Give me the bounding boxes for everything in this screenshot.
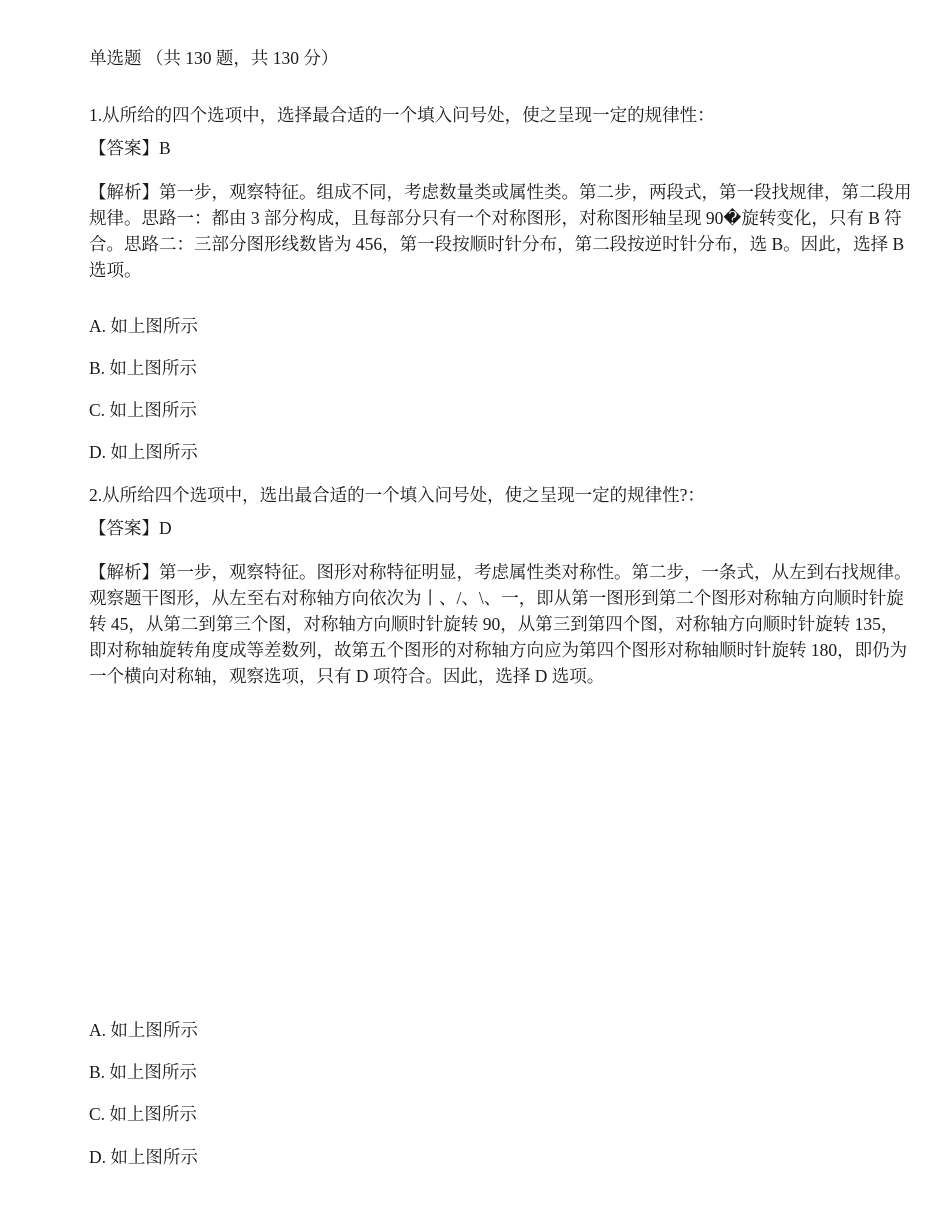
- question-1-answer: 【答案】B: [89, 138, 171, 158]
- question-1-stem: 1.从所给的四个选项中，选择最合适的一个填入问号处，使之呈现一定的规律性：: [89, 105, 715, 125]
- question-2-option-c: C. 如上图所示: [89, 1104, 197, 1124]
- question-1-option-a: A. 如上图所示: [89, 316, 198, 336]
- question-1-analysis: 【解析】第一步，观察特征。组成不同，考虑数量类或属性类。第二步，两段式，第一段找规律，第二段用规律。思路一：都由 3 部分构成，且每部分只有一个对称图形，对称图形轴呈现 90�旋转变化，只有 B 符合。思路二：三部分图形线数皆为 456，第一段按顺时针分布，第二段按逆时针分布，选 B。因此，选择 B 选项。: [89, 182, 912, 280]
- question-1-option-c: C. 如上图所示: [89, 400, 197, 420]
- question-1-option-d: D. 如上图所示: [89, 442, 198, 462]
- section-header: 单选题 （共 130 题，共 130 分）: [89, 48, 339, 68]
- question-1-option-b: B. 如上图所示: [89, 358, 197, 378]
- question-2-stem: 2.从所给四个选项中，选出最合适的一个填入问号处，使之呈现一定的规律性?：: [89, 485, 705, 505]
- question-2-analysis: 【解析】第一步，观察特征。图形对称特征明显，考虑属性类对称性。第二步，一条式，从左到右找规律。观察题干图形，从左至右对称轴方向依次为丨、/、\、一，即从第一图形到第二个图形对称轴方向顺时针旋转 45，从第二到第三个图，对称轴方向顺时针旋转 90，从第三到第四个图，对称轴方向顺时针旋转 135，即对称轴旋转角度成等差数列，故第五个图形的对称轴方向应为第四个图形对称轴顺时针旋转 180，即仍为一个横向对称轴，观察选项，只有 D 项符合。因此，选择 D 选项。: [89, 562, 912, 686]
- question-2-option-b: B. 如上图所示: [89, 1062, 197, 1082]
- question-2-option-d: D. 如上图所示: [89, 1147, 198, 1167]
- question-2-option-a: A. 如上图所示: [89, 1020, 198, 1040]
- question-2-answer: 【答案】D: [89, 518, 172, 538]
